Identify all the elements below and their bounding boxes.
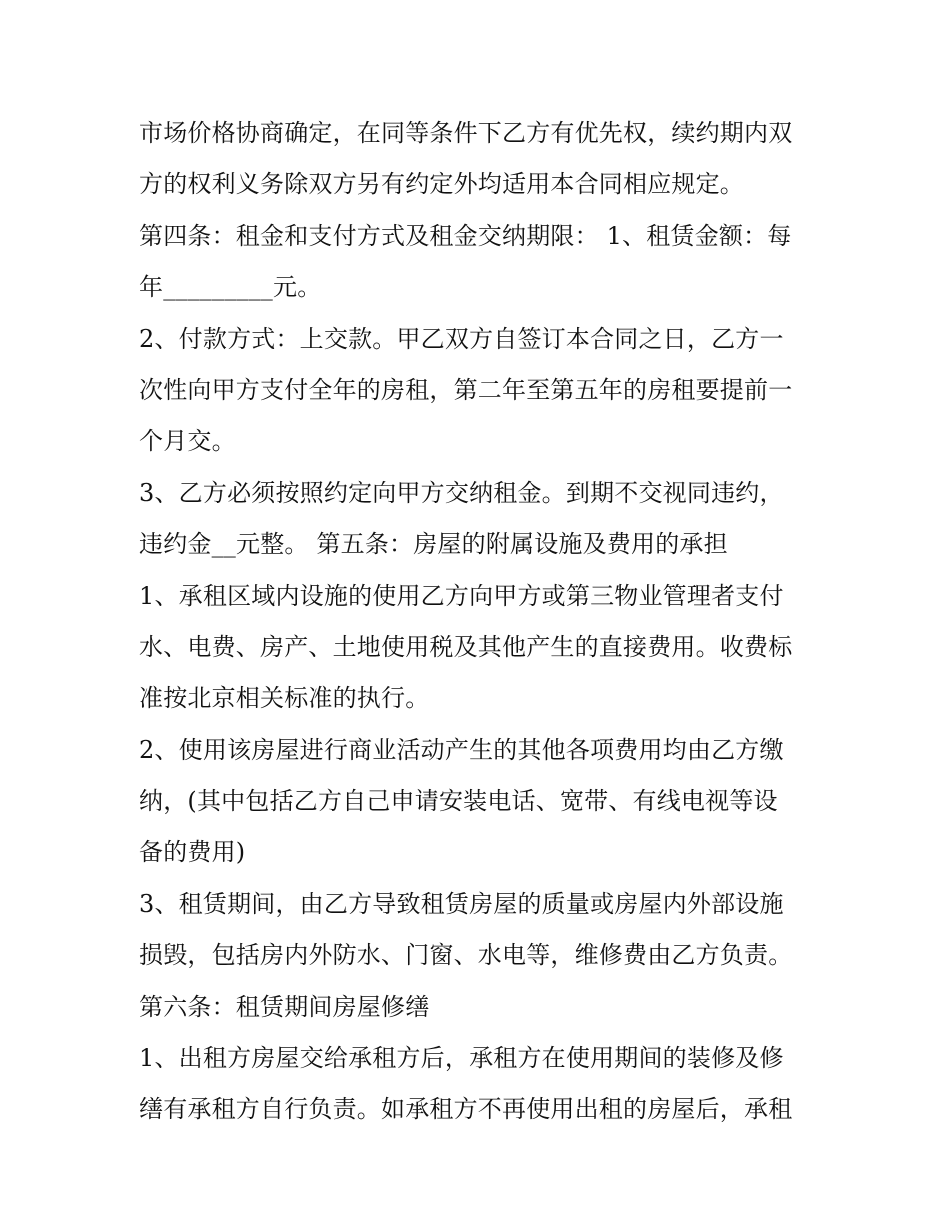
text-line: 2、使用该房屋进行商业活动产生的其他各项费用均由乙方缴: [139, 735, 784, 764]
text-line: 准按北京相关标准的执行。: [139, 684, 430, 713]
text-line: 年_________元。: [139, 273, 322, 302]
text-line: 水、电费、房产、土地使用税及其他产生的直接费用。收费标: [139, 632, 793, 661]
text-line: 2、付款方式：上交款。甲乙双方自签订本合同之日，乙方一: [139, 324, 784, 353]
text-line: 纳，(其中包括乙方自己申请安装电话、宽带、有线电视等设: [139, 787, 778, 816]
text-line: 损毁，包括房内外防水、门窗、水电等，维修费由乙方负责。: [139, 941, 793, 970]
text-line: 3、乙方必须按照约定向甲方交纳租金。到期不交视同违约，: [139, 478, 784, 507]
text-line: 次性向甲方支付全年的房租，第二年至第五年的房租要提前一: [139, 375, 793, 404]
text-line: 3、租赁期间，由乙方导致租赁房屋的质量或房屋内外部设施: [139, 889, 784, 918]
text-line: 方的权利义务除双方另有约定外均适用本合同相应规定。: [139, 170, 744, 199]
text-line: 1、出租方房屋交给承租方后，承租方在使用期间的装修及修: [139, 1044, 784, 1073]
text-line: 1、承租区域内设施的使用乙方向甲方或第三物业管理者支付: [139, 581, 784, 610]
text-line: 第四条：租金和支付方式及租金交纳期限： 1、租赁金额：每: [139, 221, 792, 250]
text-line: 缮有承租方自行负责。如承租方不再使用出租的房屋后，承租: [139, 1095, 793, 1124]
text-line: 第六条：租赁期间房屋修缮: [139, 992, 430, 1021]
document-body: [139, 108, 829, 1136]
text-line: 备的费用): [139, 838, 246, 867]
text-line: 市场价格协商确定，在同等条件下乙方有优先权，续约期内双: [139, 119, 793, 147]
text-line: 违约金__元整。 第五条：房屋的附属设施及费用的承担: [139, 530, 728, 559]
text-line: 个月交。: [139, 427, 236, 456]
